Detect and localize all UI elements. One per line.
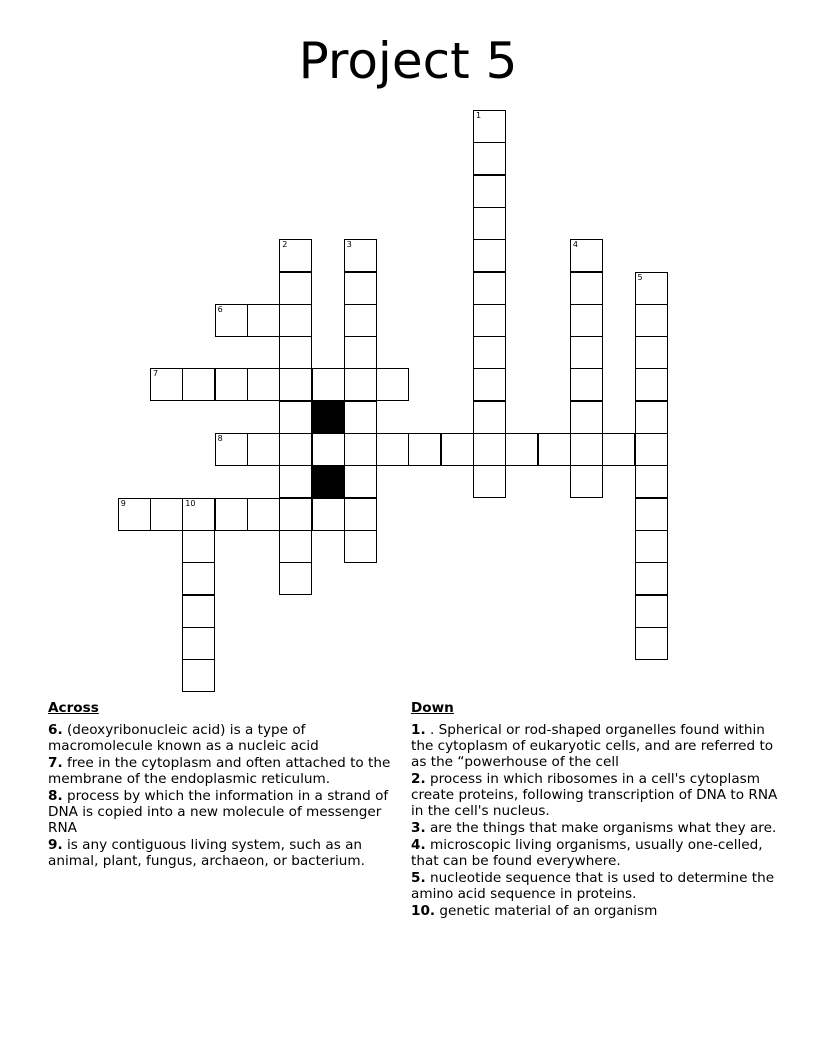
crossword-cell[interactable] [635,272,668,305]
down-clue [411,722,781,770]
across-clue [48,788,398,836]
crossword-cell[interactable] [150,368,183,401]
clue-number-label: 2 [282,240,288,250]
crossword-cell[interactable] [408,433,441,466]
across-heading: Across [48,700,99,716]
clue-number: 5. [411,870,426,886]
crossword-cell[interactable] [118,498,151,531]
crossword-cell[interactable] [635,595,668,628]
crossword-cell[interactable] [215,304,248,337]
crossword-cell[interactable] [473,465,506,498]
crossword-cell[interactable] [312,433,345,466]
crossword-cell[interactable] [279,304,312,337]
crossword-cell[interactable] [279,401,312,434]
crossword-cell[interactable] [635,433,668,466]
crossword-cell[interactable] [247,498,280,531]
crossword-cell[interactable] [570,401,603,434]
crossword-cell[interactable] [635,562,668,595]
clue-text: microscopic living organisms, usually one-celled, that can be found everywhere. [411,837,763,869]
crossword-cell[interactable] [344,304,377,337]
crossword-cell[interactable] [279,498,312,531]
crossword-cell[interactable] [570,368,603,401]
across-clues [48,700,398,870]
clue-number: 10. [411,903,436,919]
crossword-cell[interactable] [215,368,248,401]
clue-number: 3. [411,820,426,836]
down-clue [411,771,781,819]
crossword-cell[interactable] [473,433,506,466]
crossword-cell[interactable] [182,595,215,628]
crossword-cell[interactable] [635,465,668,498]
clue-number: 8. [48,788,63,804]
crossword-cell[interactable] [635,530,668,563]
crossword-cell[interactable] [473,175,506,208]
crossword-cell[interactable] [150,498,183,531]
crossword-cell[interactable] [247,433,280,466]
crossword-cell[interactable] [473,401,506,434]
crossword-cell[interactable] [635,401,668,434]
crossword-cell[interactable] [473,272,506,305]
clue-number: 2. [411,771,426,787]
clue-number-label: 8 [217,434,223,443]
crossword-cell[interactable] [279,336,312,369]
crossword-cell[interactable] [312,498,345,531]
page-title: Project 5 [298,32,518,90]
crossword-cell[interactable] [602,433,635,466]
crossword-cell[interactable] [635,627,668,660]
crossword-cell[interactable] [279,530,312,563]
clue-number-label: 7 [153,369,159,379]
crossword-cell[interactable] [570,465,603,498]
crossword-cell[interactable] [473,239,506,272]
clue-text: genetic material of an organism [439,903,658,919]
clue-number: 7. [48,755,63,771]
crossword-cell[interactable] [247,304,280,337]
clue-number: 9. [48,837,63,853]
across-clue [48,837,398,869]
crossword-cell[interactable] [635,368,668,401]
down-clue [411,837,781,869]
crossword-cell[interactable] [570,336,603,369]
crossword-cell[interactable] [279,562,312,595]
crossword-cell[interactable] [182,562,215,595]
crossword-cell[interactable] [344,401,377,434]
crossword-cell[interactable] [182,659,215,692]
crossword-cell[interactable] [635,498,668,531]
clue-text: is any contiguous living system, such as an animal, plant, fungus, archaeon, or bacterium. [48,837,365,869]
crossword-cell[interactable] [570,433,603,466]
crossword-cell[interactable] [344,465,377,498]
crossword-cell[interactable] [473,304,506,337]
clue-number-label: 10 [185,498,196,508]
clue-text: nucleotide sequence that is used to determine the amino acid sequence in proteins. [411,870,775,902]
down-clue [411,903,781,919]
crossword-cell[interactable] [570,239,603,272]
crossword-cell[interactable] [538,433,571,466]
crossword-cell[interactable] [182,627,215,660]
crossword-cell[interactable] [473,142,506,175]
crossword-cell[interactable] [570,304,603,337]
crossword-cell[interactable] [473,336,506,369]
black-cell [312,465,345,498]
crossword-cell[interactable] [312,368,345,401]
crossword-cell[interactable] [279,368,312,401]
down-heading: Down [411,700,454,716]
clue-text: are the things that make organisms what they are. [429,820,777,836]
crossword-cell[interactable] [376,368,409,401]
crossword-cell[interactable] [279,465,312,498]
crossword-cell[interactable] [182,498,215,531]
crossword-cell[interactable] [182,368,215,401]
crossword-cell[interactable] [279,239,312,272]
clue-number-label: 3 [346,240,352,250]
crossword-cell[interactable] [215,498,248,531]
crossword-cell[interactable] [344,336,377,369]
crossword-cell[interactable] [182,530,215,563]
crossword-cell[interactable] [473,110,506,143]
across-clue [48,755,398,787]
clue-text: (deoxyribonucleic acid) is a type of macromolecule known as a nucleic acid [48,722,319,754]
clue-number: 4. [411,837,426,853]
down-clues [411,700,781,920]
clue-number-label: 9 [120,498,126,508]
crossword-cell[interactable] [473,207,506,240]
clue-text: free in the cytoplasm and often attached to the membrane of the endoplasmic reticulum. [48,755,391,787]
clue-number-label: 5 [637,272,643,282]
crossword-cell[interactable] [441,433,474,466]
crossword-cell[interactable] [344,433,377,466]
crossword-cell[interactable] [570,272,603,305]
crossword-cell[interactable] [635,304,668,337]
clue-text: process in which ribosomes in a cell's cytoplasm create proteins, following transcription of DNA to RNA in the cell's nucleus. [411,771,778,819]
black-cell [312,401,345,434]
clue-number-label: 1 [476,111,482,120]
clue-text: . Spherical or rod-shaped organelles found within the cytoplasm of eukaryotic cells, and are referred to as the “powerhouse of the cell [411,722,774,770]
crossword-cell[interactable] [344,239,377,272]
crossword-cell[interactable] [215,433,248,466]
crossword-cell[interactable] [279,433,312,466]
clue-number-label: 4 [572,240,578,250]
down-clue [411,870,781,902]
across-clue [48,722,398,754]
clue-number: 6. [48,722,63,738]
crossword-cell[interactable] [635,336,668,369]
crossword-cell[interactable] [247,368,280,401]
crossword-cell[interactable] [505,433,538,466]
clue-number: 1. [411,722,426,738]
crossword-cell[interactable] [473,368,506,401]
crossword-cell[interactable] [344,498,377,531]
crossword-cell[interactable] [344,272,377,305]
crossword-cell[interactable] [279,272,312,305]
down-clue [411,820,781,836]
crossword-cell[interactable] [376,433,409,466]
crossword-cell[interactable] [344,530,377,563]
clue-text: process by which the information in a strand of DNA is copied into a new molecule of messenger RNA [48,788,389,836]
clue-number-label: 6 [217,304,223,314]
crossword-cell[interactable] [344,368,377,401]
